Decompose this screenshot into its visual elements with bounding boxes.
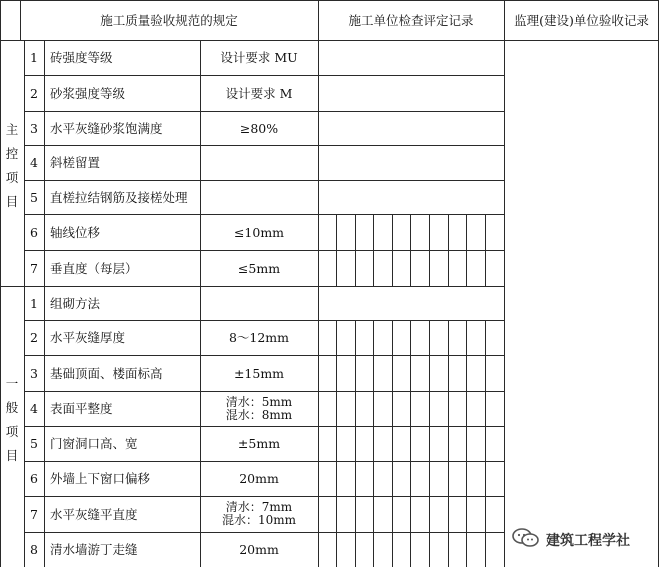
grid-line (0, 286, 504, 287)
grid-line (336, 214, 337, 286)
grid-line (24, 75, 504, 76)
grid-line (373, 320, 374, 567)
item-name: 直槎拉结钢筋及接槎处理 (50, 189, 188, 205)
grid-line (24, 461, 504, 462)
item-requirement: 20mm (239, 542, 279, 557)
item-name: 砖强度等级 (50, 50, 113, 65)
item-name: 水平灰缝厚度 (50, 330, 126, 345)
row-number: 6 (30, 471, 38, 486)
item-name: 斜槎留置 (50, 155, 101, 170)
row-number: 1 (30, 50, 38, 65)
header-spec: 施工质量验收规范的规定 (100, 12, 238, 28)
grid-line (20, 0, 21, 40)
row-number: 4 (30, 155, 38, 170)
group-char: 项 (5, 170, 19, 185)
row-number: 4 (30, 401, 38, 416)
grid-line (0, 0, 1, 567)
group-char: 般 (5, 400, 19, 415)
item-requirement (200, 391, 318, 426)
item-requirement (200, 286, 318, 320)
grid-line (24, 426, 504, 427)
requirement-line: 混水：10mm (221, 513, 297, 527)
grid-line (24, 145, 504, 146)
grid-line (0, 0, 659, 1)
row-number: 1 (30, 295, 38, 311)
grid-line (318, 0, 319, 567)
row-number: 8 (30, 542, 38, 557)
item-requirement: ±5mm (237, 436, 281, 451)
header-contractor: 施工单位检查评定记录 (348, 12, 474, 28)
group-char: 主 (5, 122, 19, 137)
row-number: 5 (30, 436, 38, 451)
grid-line (336, 320, 337, 567)
item-requirement: ≤10mm (233, 224, 285, 240)
item-name: 外墙上下窗口偏移 (50, 471, 151, 486)
grid-line (355, 320, 356, 567)
grid-line (24, 320, 504, 321)
row-number: 7 (30, 506, 38, 522)
item-name: 水平灰缝平直度 (50, 506, 138, 522)
row-number: 2 (30, 85, 38, 101)
item-name: 表面平整度 (50, 401, 113, 416)
group-char: 项 (5, 424, 19, 439)
row-number: 5 (30, 189, 38, 205)
grid-line (448, 320, 449, 567)
general-group-label (0, 372, 24, 468)
grid-line (429, 214, 430, 286)
grid-line (24, 214, 504, 215)
grid-line (44, 40, 45, 567)
group-char: 目 (5, 194, 19, 209)
grid-line (448, 214, 449, 286)
wechat-icon (512, 527, 540, 553)
grid-line (24, 111, 504, 112)
item-requirement: ≤5mm (237, 260, 281, 276)
item-name: 基础顶面、楼面标高 (50, 365, 163, 381)
item-requirement: 设计要求 M (225, 85, 293, 101)
row-number: 6 (30, 224, 38, 240)
item-requirement (200, 180, 318, 214)
row-number: 2 (30, 330, 38, 345)
watermark (512, 528, 652, 552)
item-requirement: 8～12mm (228, 330, 290, 345)
watermark-text: 建筑工程学社 (546, 533, 630, 549)
item-name: 组砌方法 (50, 295, 101, 311)
group-char: 目 (5, 448, 19, 463)
row-number: 3 (30, 120, 38, 136)
grid-line (373, 214, 374, 286)
grid-line (392, 214, 393, 286)
grid-line (466, 320, 467, 567)
grid-line (410, 320, 411, 567)
item-name: 清水墙游丁走缝 (50, 542, 138, 557)
grid-line (392, 320, 393, 567)
item-name: 砂浆强度等级 (50, 85, 126, 101)
grid-line (24, 496, 504, 497)
main-control-group-label (0, 118, 24, 214)
item-requirement (200, 496, 318, 532)
grid-line (24, 250, 504, 251)
grid-line (410, 214, 411, 286)
item-name: 水平灰缝砂浆饱满度 (50, 120, 163, 136)
grid-line (466, 214, 467, 286)
grid-line (429, 320, 430, 567)
grid-line (24, 532, 504, 533)
requirement-line: 清水：5mm (225, 394, 293, 409)
grid-line (485, 320, 486, 567)
item-requirement (200, 145, 318, 180)
item-name: 门窗洞口高、宽 (50, 436, 138, 451)
grid-line (355, 214, 356, 286)
grid-line (24, 355, 504, 356)
requirement-line: 清水：7mm (225, 500, 293, 515)
grid-line (24, 180, 504, 181)
grid-line (504, 0, 505, 567)
requirement-line: 混水：8mm (225, 407, 293, 422)
row-number: 3 (30, 365, 38, 381)
header-supervisor: 监理(建设)单位验收记录 (514, 12, 649, 28)
grid-line (485, 214, 486, 286)
group-char: 控 (5, 146, 19, 161)
row-number: 7 (30, 260, 38, 276)
item-requirement: 20mm (239, 471, 279, 486)
item-requirement: ≥80% (239, 120, 279, 136)
grid-line (0, 40, 659, 41)
item-requirement: 设计要求 MU (220, 50, 298, 65)
grid-line (24, 391, 504, 392)
item-name: 垂直度（每层） (50, 260, 138, 276)
group-char: 一 (5, 376, 19, 391)
grid-line (24, 40, 25, 567)
item-name: 轴线位移 (50, 224, 101, 240)
grid-line (200, 40, 201, 567)
item-requirement: ±15mm (233, 365, 285, 381)
